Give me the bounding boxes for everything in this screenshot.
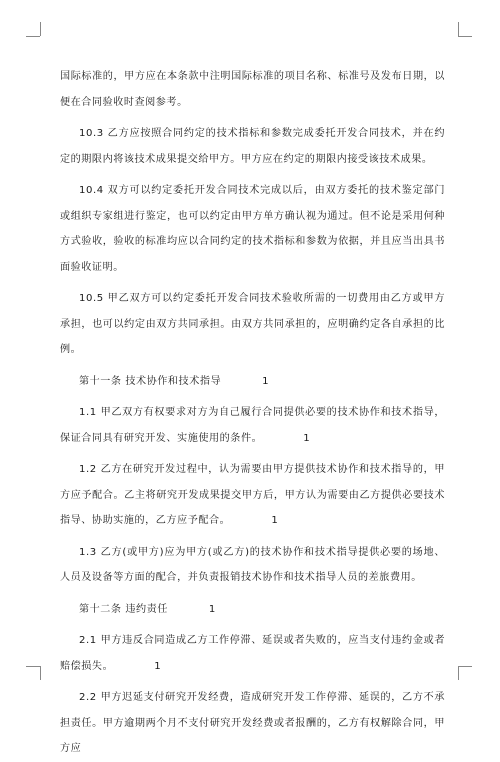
section-heading-text: 第十二条 违约责任 [79, 603, 168, 615]
clause-1-2 [60, 457, 445, 534]
clause-marker: 1 [303, 432, 311, 444]
clause-marker: 1 [154, 660, 162, 672]
clause-10-4: 10.4 双方可以约定委托开发合同技术完成以后，由双方委托的技术鉴定部门或组织专家组进行鉴定，也可以约定由甲方单方确认视为通过。但不论是采用何种方式验收，验收的标准均应以合同约定的技术指标和参数为依据，并且应当出具书面验收证明。 [60, 185, 445, 273]
section-heading-text: 第十一条 技术协作和技术指导 [79, 375, 222, 387]
section-marker: 1 [262, 375, 270, 387]
paragraph-continuation: 国际标准的，甲方应在本条款中注明国际标准的项目名称、标准号及发布日期，以便在合同验收时查阅参考。 [60, 71, 445, 108]
section-marker: 1 [208, 603, 216, 615]
clause-2-2: 2.2 甲方迟延支付研究开发经费，造成研究开发工作停滞、延误的，乙方不承担责任。甲方逾期两个月不支付研究开发经费或者报酬的，乙方有权解除合同，甲方应 [60, 692, 445, 754]
clause-10-3: 10.3 乙方应按照合同约定的技术指标和参数完成委托开发合同技术，并在约定的期限内将该技术成果提交给甲方。甲方应在约定的期限内接受该技术成果。 [60, 128, 445, 165]
clause-1-1 [60, 400, 445, 451]
clause-10-5: 10.5 甲乙双方可以约定委托开发合同技术验收所需的一切费用由乙方或甲方承担，也可以约定由双方共同承担。由双方共同承担的，应明确约定各自承担的比例。 [60, 293, 445, 355]
section-heading-11 [60, 369, 445, 395]
section-heading-12 [60, 597, 445, 623]
clause-text: 1.2 乙方在研究开发过程中，认为需要由甲方提供技术协作和技术指导的，甲方应予配合。乙主将研究开发成果提交甲方后，甲方认为需要由乙方提供必要技术指导、协助实施的，乙方应予配合。 [60, 464, 445, 526]
document-body [60, 64, 445, 762]
clause-marker: 1 [271, 515, 279, 526]
clause-1-3: 1.3 乙方(或甲方)应为甲方(或乙方)的技术协作和技术指导提供必要的场地、人员及设备等方面的配合，并负责报销技术协作和技术指导人员的差旅费用。 [60, 546, 445, 583]
clause-text: 1.1 甲乙双方有权要求对方为自己履行合同提供必要的技术协作和技术指导，保证合同具有研究开发、实施使用的条件。 [60, 407, 445, 444]
clause-text: 2.1 甲方违反合同造成乙方工作停滞、延误或者失败的，应当支付违约金或者赔偿损失。 [60, 635, 445, 672]
clause-2-1 [60, 628, 445, 679]
